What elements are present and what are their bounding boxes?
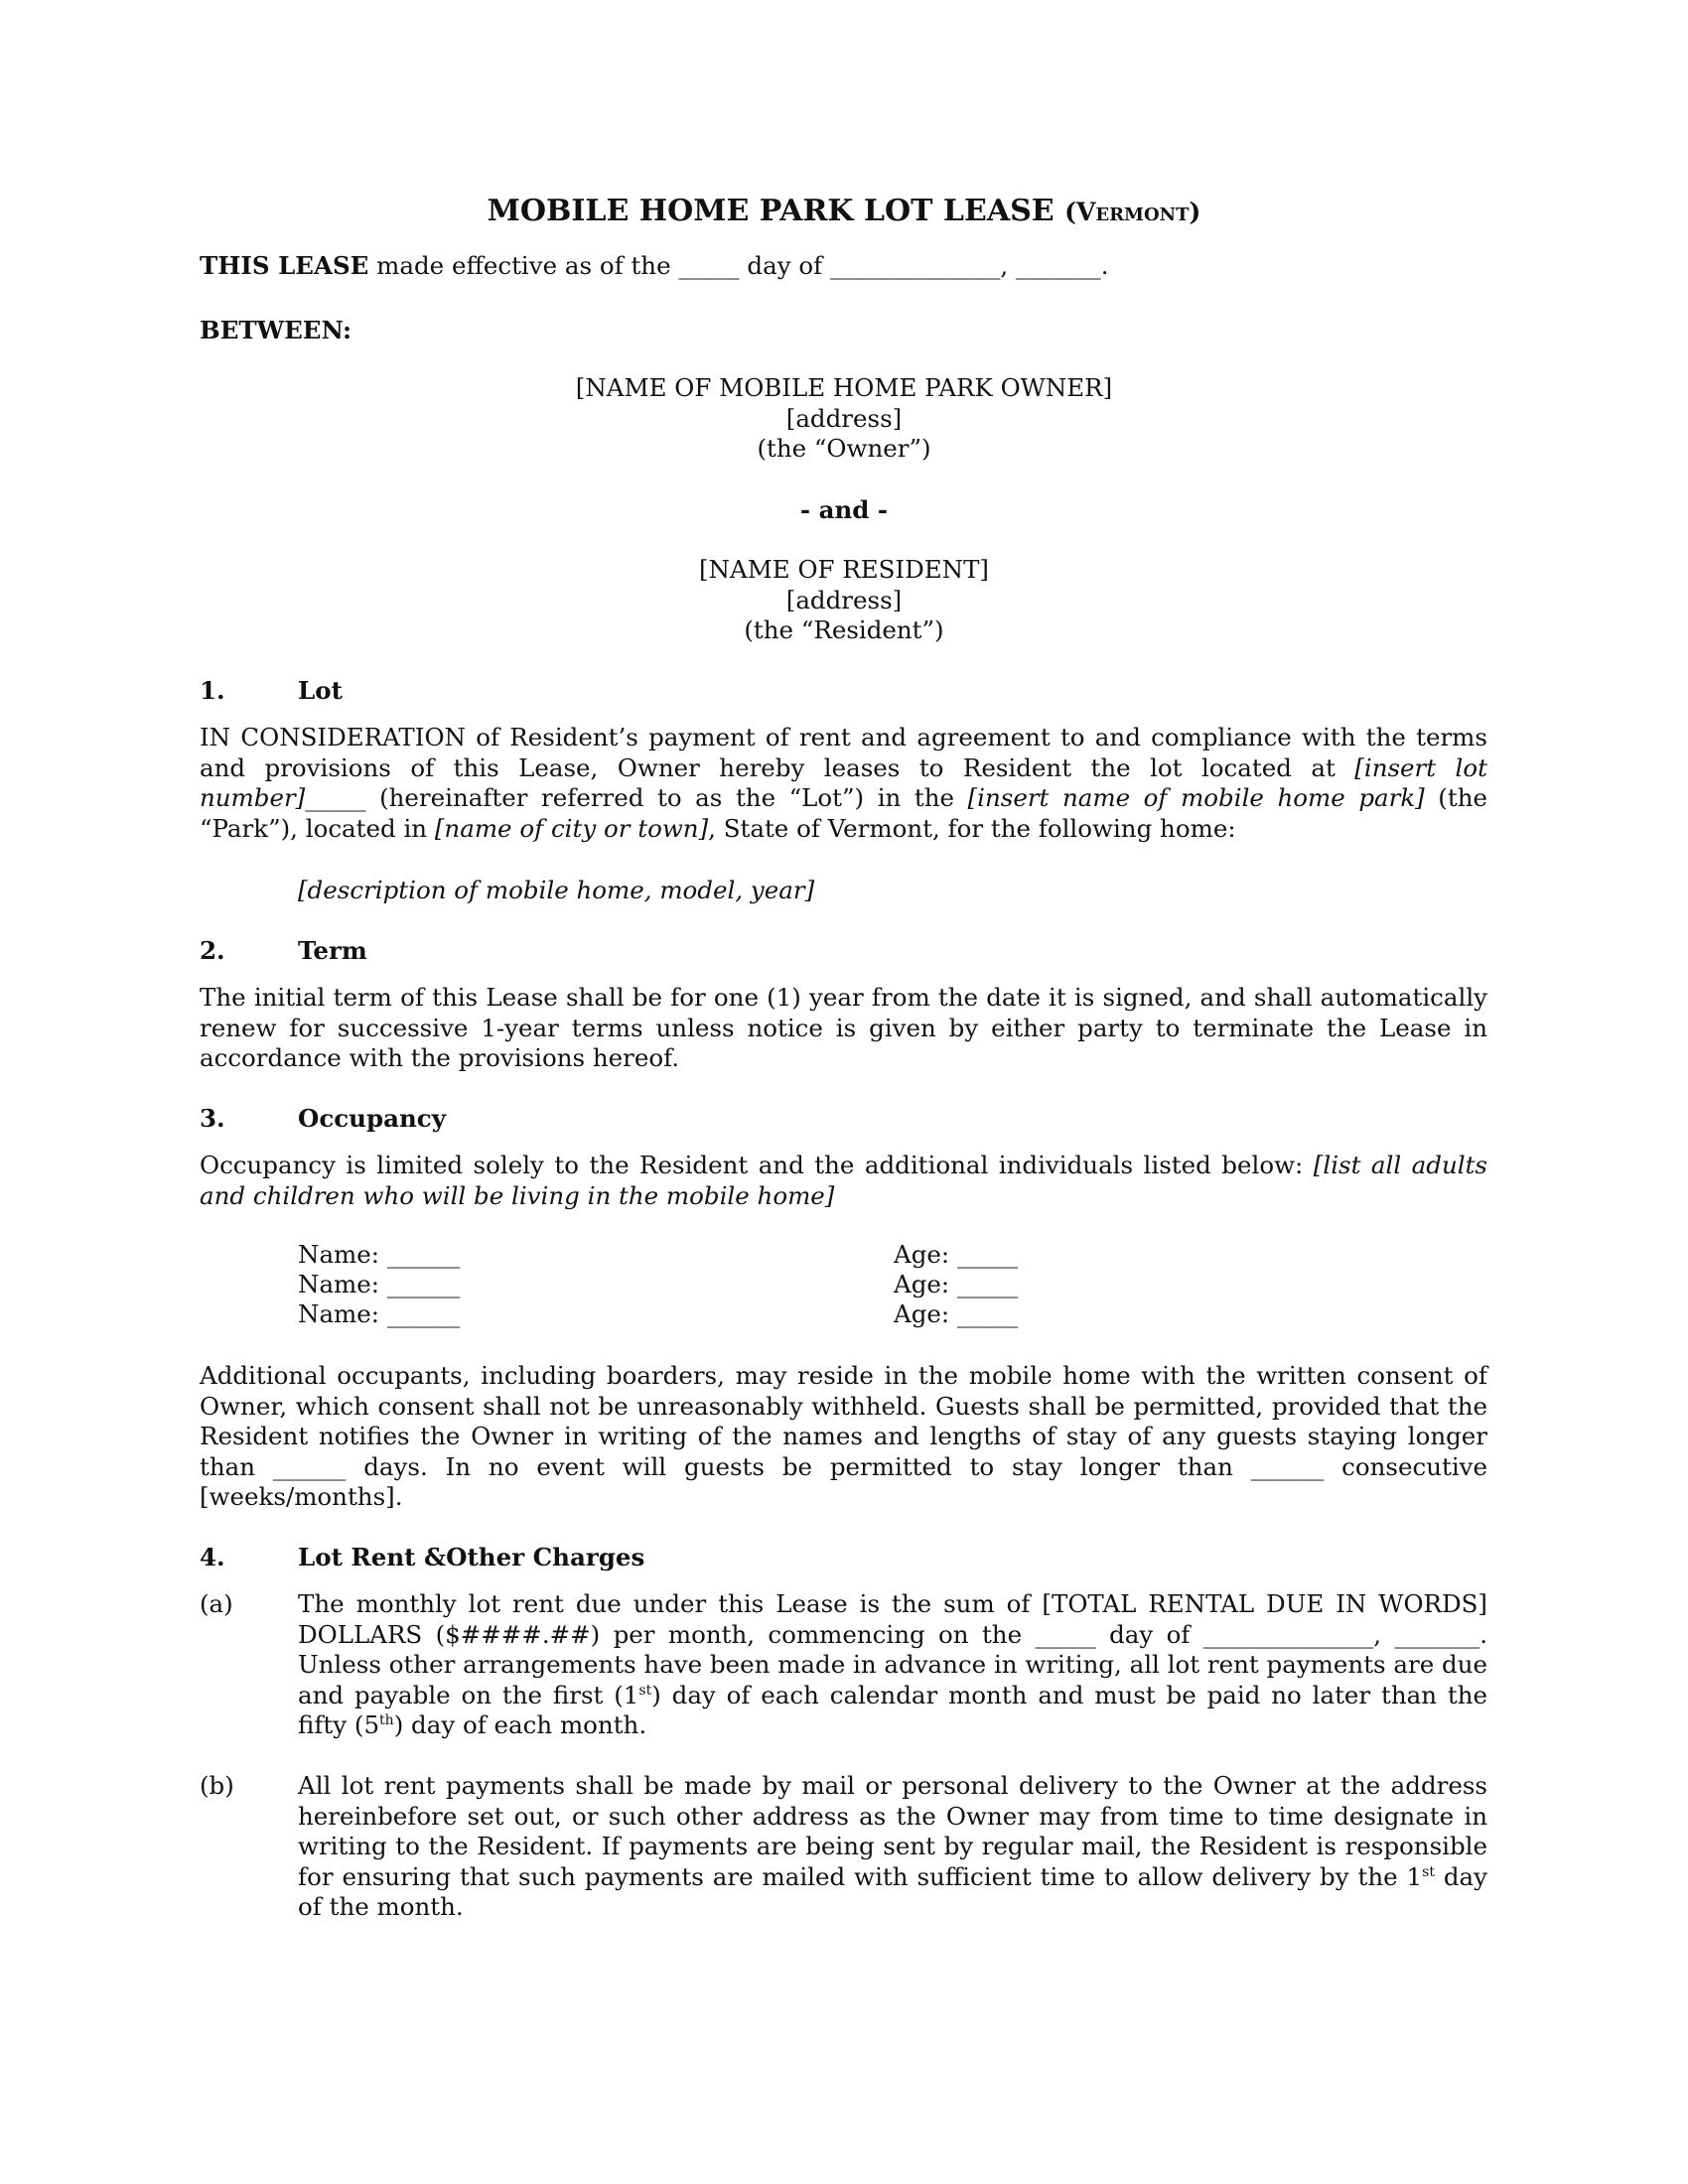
section-2-heading: Term	[298, 936, 367, 965]
section-3-heading: Occupancy	[298, 1104, 446, 1133]
section-4-heading: Lot Rent &Other Charges	[298, 1543, 645, 1571]
and-separator: - and -	[799, 495, 889, 524]
owner-address: [address]	[785, 403, 903, 433]
occupant-age-3: Age: _____	[894, 1299, 1019, 1328]
owner-block	[0, 373, 1688, 465]
title-state: (Vermont)	[1064, 198, 1201, 226]
occupant-name-1: Name: ______	[298, 1240, 461, 1269]
occupant-age-1: Age: _____	[894, 1240, 1019, 1269]
occupant-age-2: Age: _____	[894, 1270, 1019, 1298]
opening-line: THIS LEASE made effective as of the _____ day of ______________, _______.	[200, 251, 1109, 280]
resident-address: [address]	[785, 585, 903, 614]
section-3-text: Occupancy is limited solely to the Resident and the additional individuals listed below: [list all adults and children who will be living in the mobile home]	[200, 1151, 1488, 1210]
clause-4b-label: (b)	[200, 1771, 234, 1800]
section-1-text: IN CONSIDERATION of Resident’s payment of rent and agreement to and compliance with the terms and provisions of this Lease, Owner hereby leases to Resident the lot located at [insert lot number]_____ (hereinafter referred to as the “Lot”) in the [insert name of mobile home park] (the “Park”), located in [name of city or town], State of Vermont, for the following home:	[200, 723, 1487, 843]
section-2-number: 2.	[200, 936, 225, 965]
owner-name: [NAME OF MOBILE HOME PARK OWNER]	[575, 373, 1113, 402]
owner-role: (the “Owner”)	[757, 434, 931, 463]
section-1-heading: Lot	[298, 676, 343, 705]
clause-4a-label: (a)	[200, 1589, 233, 1618]
resident-name: [NAME OF RESIDENT]	[699, 555, 989, 584]
mobile-home-description: [description of mobile home, model, year]	[298, 876, 815, 904]
resident-role: (the “Resident”)	[744, 615, 944, 644]
clause-4b-text: All lot rent payments shall be made by mail or personal delivery to the Owner at the address hereinbefore set out, or such other address as the Owner may from time to time designate in writing to the Resident. If payments are being sent by regular mail, the Resident is responsible for ensuring that such payments are mailed with sufficient time to allow delivery by the 1st day of the month.	[298, 1771, 1488, 1921]
document-title: MOBILE HOME PARK LOT LEASE (Vermont)	[487, 194, 1201, 228]
section-4-number: 4.	[200, 1543, 225, 1571]
resident-block	[0, 555, 1688, 646]
section-2-text: The initial term of this Lease shall be for one (1) year from the date it is signed, and shall automatically renew for successive 1-year terms unless notice is given by either party to terminate the Lease in accordance with the provisions hereof.	[200, 983, 1487, 1072]
between-label: BETWEEN:	[200, 316, 352, 344]
clause-4a-text: The monthly lot rent due under this Lease is the sum of [TOTAL RENTAL DUE IN WORDS] DOLLARS ($####.##) per month, commencing on the _____ day of ______________, _______. Unless other arrangements have been made in advance in writing, all lot rent payments are due and payable on the first (1st) day of each calendar month and must be paid no later than the fifty (5th) day of each month.	[298, 1589, 1487, 1739]
section-3-additional-text: Additional occupants, including boarders, may reside in the mobile home with the written consent of Owner, which consent shall not be unreasonably withheld. Guests shall be permitted, provided that the Resident notifies the Owner in writing of the names and lengths of stay of any guests staying longer than ______ days. In no event will guests be permitted to stay longer than ______ consecutive [weeks/months].	[200, 1361, 1487, 1511]
occupant-name-3: Name: ______	[298, 1299, 461, 1328]
occupant-name-2: Name: ______	[298, 1270, 461, 1298]
section-1-number: 1.	[200, 676, 225, 705]
section-3-number: 3.	[200, 1104, 225, 1133]
